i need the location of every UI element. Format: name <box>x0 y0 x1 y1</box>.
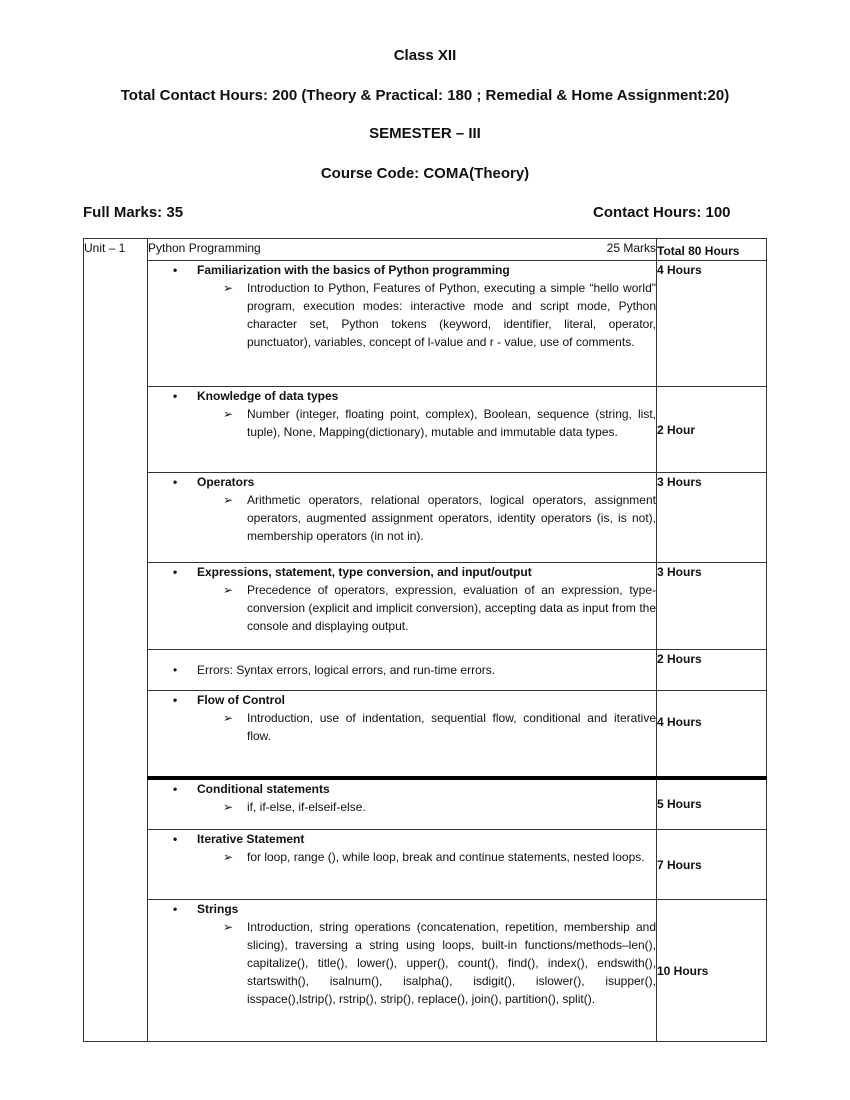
hours-cell: 4 Hours <box>657 691 767 778</box>
list-item <box>148 798 656 816</box>
bullet-icon: • <box>173 389 178 403</box>
list-item <box>148 848 656 866</box>
list-item <box>148 780 656 798</box>
hours-cell: 2 Hours <box>657 650 767 691</box>
arrow-bullet-icon: ➢ <box>223 493 234 507</box>
list-item <box>148 491 656 545</box>
topic-cell <box>148 650 657 691</box>
topic-cell <box>148 691 657 778</box>
hours-cell: 3 Hours <box>657 473 767 563</box>
hours-cell: 5 Hours <box>657 778 767 830</box>
hours-cell: 7 Hours <box>657 830 767 900</box>
topic-title: Knowledge of data types <box>197 389 339 403</box>
semester-title: SEMESTER – III <box>369 125 481 142</box>
topic-detail: Introduction, string operations (concatenation, repetition, membership and slicing), traversing a string using loops, built-in functions/methods–len(), capitalize(), title(), lower(), upper(), count(), find(), index(), endswith(), startswith(), isalnum(), isalpha(), isdigit(), islower(), isupper(), isspace(),lstrip(), rstrip(), strip(), replace(), join(), partition(), split(). <box>247 920 656 1006</box>
topic-detail: Number (integer, floating point, complex), Boolean, sequence (string, list, tuple), None, Mapping(dictionary), mutable and immutable data types. <box>247 407 656 439</box>
hours-cell: 2 Hour <box>657 387 767 473</box>
list-item <box>148 691 656 709</box>
topic-cell <box>148 778 657 830</box>
table-header-row <box>84 239 767 261</box>
list-item <box>148 709 656 745</box>
hours-cell: 3 Hours <box>657 563 767 650</box>
topic-cell <box>148 830 657 900</box>
topic-title: Errors: Syntax errors, logical errors, and run-time errors. <box>197 663 496 677</box>
unit-label: Unit – 1 <box>84 239 148 1042</box>
topic-cell <box>148 473 657 563</box>
topic-title: Operators <box>197 475 255 489</box>
topic-detail: Introduction, use of indentation, sequential flow, conditional and iterative flow. <box>247 711 656 743</box>
list-item <box>148 387 656 405</box>
list-item <box>148 405 656 441</box>
topic-detail: Introduction to Python, Features of Python, executing a simple “hello world" program, execution modes: interactive mode and script mode, Python character set, Python tokens (keyword, identifier, literal, operator, punctuator), variables, concept of l-value and r - value, use of comments. <box>247 281 656 349</box>
topic-title: Strings <box>197 902 239 916</box>
table-row <box>84 261 767 387</box>
list-item <box>148 473 656 491</box>
table-row <box>84 691 767 778</box>
hours-cell: 10 Hours <box>657 900 767 1042</box>
bullet-icon: • <box>173 263 178 277</box>
syllabus-table <box>83 238 767 1042</box>
topic-detail: for loop, range (), while loop, break and continue statements, nested loops. <box>247 850 645 864</box>
list-item <box>148 661 656 679</box>
arrow-bullet-icon: ➢ <box>223 583 234 597</box>
total-contact-hours: Total Contact Hours: 200 (Theory & Practical: 180 ; Remedial & Home Assignment:20) <box>120 87 730 104</box>
arrow-bullet-icon: ➢ <box>223 850 234 864</box>
contact-hours: Contact Hours: 100 <box>593 204 731 221</box>
arrow-bullet-icon: ➢ <box>223 281 234 295</box>
table-row <box>84 473 767 563</box>
arrow-bullet-icon: ➢ <box>223 407 234 421</box>
subject-cell <box>148 239 657 261</box>
bullet-icon: • <box>173 693 178 707</box>
table-row <box>84 563 767 650</box>
topic-cell <box>148 261 657 387</box>
topic-detail: Precedence of operators, expression, evaluation of an expression, type-conversion (explicit and implicit conversion), accepting data as input from the console and displaying output. <box>247 583 656 633</box>
list-item <box>148 900 656 918</box>
topic-detail: Arithmetic operators, relational operators, logical operators, assignment operators, augmented assignment operators, identity operators (is, is not), membership operators (in not in). <box>247 493 656 543</box>
list-item <box>148 279 656 351</box>
topic-cell <box>148 387 657 473</box>
list-item <box>148 830 656 848</box>
list-item <box>148 563 656 581</box>
bullet-icon: • <box>173 565 178 579</box>
topic-title: Iterative Statement <box>197 832 305 846</box>
bullet-icon: • <box>173 475 178 489</box>
table-row <box>84 650 767 691</box>
topic-detail: if, if-else, if-elseif-else. <box>247 799 366 814</box>
table-row <box>84 830 767 900</box>
arrow-bullet-icon: ➢ <box>223 711 234 725</box>
total-hours: Total 80 Hours <box>657 239 767 261</box>
topic-title: Familiarization with the basics of Python programming <box>197 263 510 277</box>
bullet-icon: • <box>173 781 178 796</box>
arrow-bullet-icon: ➢ <box>223 799 234 814</box>
table-row <box>84 387 767 473</box>
list-item <box>148 918 656 1008</box>
topic-title: Flow of Control <box>197 693 285 707</box>
topic-title: Conditional statements <box>197 781 330 796</box>
topic-cell <box>148 900 657 1042</box>
course-code: Course Code: COMA(Theory) <box>320 165 530 182</box>
topic-cell <box>148 563 657 650</box>
hours-cell: 4 Hours <box>657 261 767 387</box>
marks-label: 25 Marks <box>606 241 656 255</box>
bullet-icon: • <box>173 902 178 916</box>
full-marks: Full Marks: 35 <box>83 204 184 221</box>
subject-title: Python Programming <box>148 241 261 255</box>
bullet-icon: • <box>173 663 178 677</box>
table-row <box>84 900 767 1042</box>
list-item <box>148 261 656 279</box>
list-item <box>148 581 656 635</box>
class-title: Class XII <box>393 47 457 64</box>
table-row <box>84 778 767 830</box>
topic-title: Expressions, statement, type conversion, and input/output <box>197 565 532 579</box>
arrow-bullet-icon: ➢ <box>223 920 234 934</box>
bullet-icon: • <box>173 832 178 846</box>
